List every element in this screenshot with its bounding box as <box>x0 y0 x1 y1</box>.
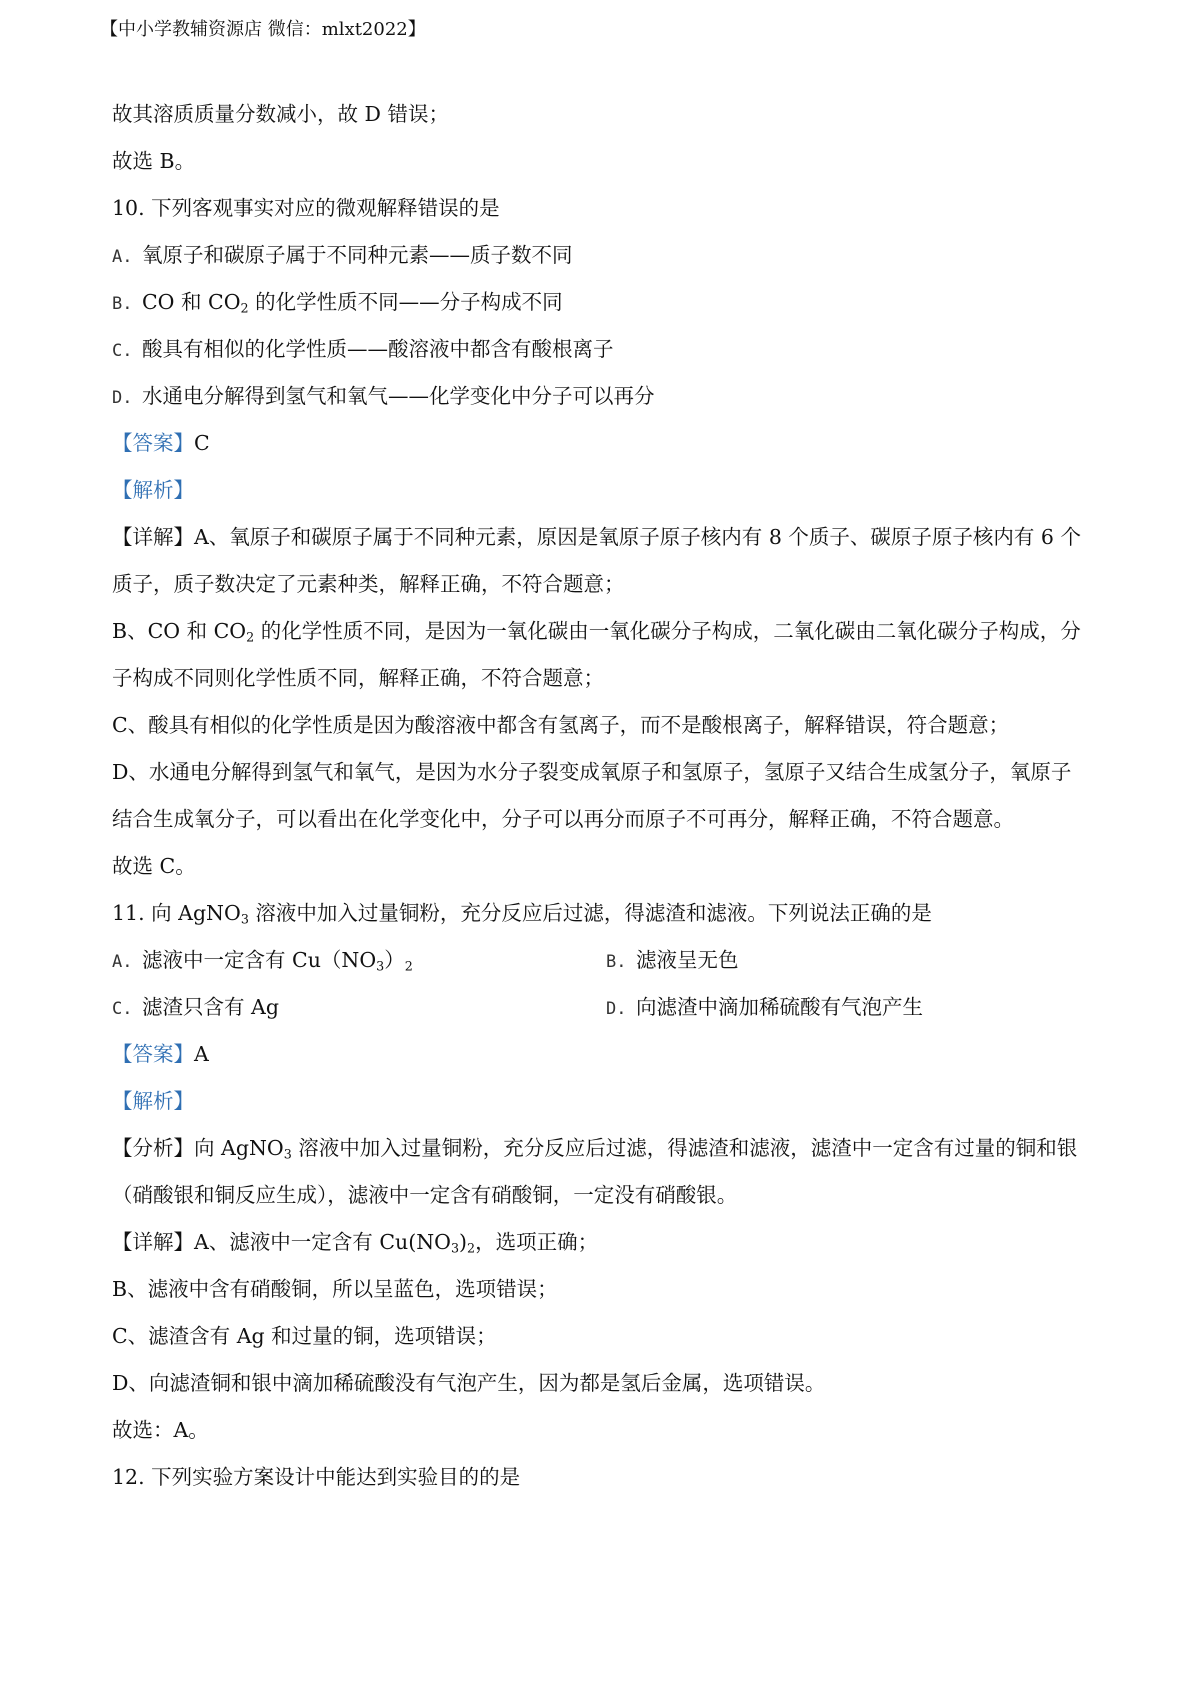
q10-option-d <box>112 382 1112 429</box>
q10-conclusion: 故选 C。 <box>112 854 196 878</box>
option-label: A. <box>112 952 133 972</box>
option-text: CO 和 CO <box>142 290 241 314</box>
q11-option-a <box>112 946 606 993</box>
q10-detail-7: 结合生成氧分子，可以看出在化学变化中，分子可以再分而原子不可再分，解释正确，不符合题意。 <box>112 807 1014 831</box>
answer-value: C <box>194 431 210 455</box>
option-label: A. <box>112 247 133 267</box>
option-text: 滤渣只含有 Ag <box>142 995 279 1019</box>
detail-tag: 【详解】 <box>112 1230 194 1254</box>
stem-text: 溶液中加入过量铜粉，充分反应后过滤，得滤渣和滤液。下列说法正确的是 <box>248 901 932 925</box>
option-text: 水通电分解得到氢气和氧气——化学变化中分子可以再分 <box>142 384 655 408</box>
q11-options-row-2 <box>112 993 1112 1040</box>
fenxi-text: 向 AgNO <box>194 1136 284 1160</box>
q11-options-row-1 <box>112 946 1112 993</box>
detail-text: A、氧原子和碳原子属于不同种元素，原因是氧原子原子核内有 8 个质子、碳原子原子核内有 6 个 <box>194 525 1081 549</box>
option-label: D. <box>606 999 627 1019</box>
answer-value: A <box>194 1042 209 1066</box>
option-label: B. <box>606 952 627 972</box>
q11-fenxi-2: （硝酸银和铜反应生成），滤液中一定含有硝酸铜，一定没有硝酸银。 <box>112 1183 738 1207</box>
q11-detail-2: B、滤液中含有硝酸铜，所以呈蓝色，选项错误； <box>112 1277 558 1301</box>
analysis-tag: 【解析】 <box>112 478 194 502</box>
q11-option-b <box>606 946 1100 993</box>
detail-text: A、滤液中一定含有 Cu(NO <box>194 1230 451 1254</box>
subscript: 2 <box>240 300 249 316</box>
option-text: 的化学性质不同——分子构成不同 <box>248 290 563 314</box>
q11-answer <box>112 1040 1112 1087</box>
q10-detail-3 <box>112 617 1112 664</box>
prev-line-1: 故其溶质质量分数减小，故 D 错误； <box>112 102 449 126</box>
detail-text: 的化学性质不同，是因为一氧化碳由一氧化碳分子构成，二氧化碳由二氧化碳分子构成，分 <box>254 619 1081 643</box>
q10-detail-5: C、酸具有相似的化学性质是因为酸溶液中都含有氢离子，而不是酸根离子，解释错误，符合题意； <box>112 713 1010 737</box>
option-text: 向滤渣中滴加稀硫酸有气泡产生 <box>636 995 923 1019</box>
fenxi-text: 溶液中加入过量铜粉，充分反应后过滤，得滤渣和滤液，滤渣中一定含有过量的铜和银 <box>291 1136 1078 1160</box>
answer-tag: 【答案】 <box>112 1042 194 1066</box>
option-label: D. <box>112 388 133 408</box>
subscript: 2 <box>467 1240 476 1256</box>
q10-answer <box>112 429 1112 476</box>
q10-detail-1 <box>112 523 1112 570</box>
q10-option-a <box>112 241 1112 288</box>
page-content <box>112 100 1112 1510</box>
option-text: ） <box>384 948 405 972</box>
q11-detail-1 <box>112 1228 1112 1275</box>
q10-detail-4: 子构成不同则化学性质不同，解释正确，不符合题意； <box>112 666 604 690</box>
fenxi-tag: 【分析】 <box>112 1136 194 1160</box>
subscript: 3 <box>283 1146 292 1162</box>
option-label: B. <box>112 294 133 314</box>
detail-text: ) <box>459 1230 468 1254</box>
option-label: C. <box>112 999 133 1019</box>
subscript: 2 <box>404 958 413 974</box>
q11-option-c <box>112 993 606 1040</box>
q11-stem <box>112 899 1112 946</box>
option-text: 滤液呈无色 <box>636 948 739 972</box>
answer-tag: 【答案】 <box>112 431 194 455</box>
stem-text: 11. 向 AgNO <box>112 901 241 925</box>
detail-text: ，选项正确； <box>475 1230 599 1254</box>
option-text: 氧原子和碳原子属于不同种元素——质子数不同 <box>142 243 573 267</box>
watermark: 【中小学教辅资源店 微信：mlxt2022】 <box>100 19 426 40</box>
q11-analysis-heading <box>112 1087 1112 1134</box>
subscript: 3 <box>240 911 249 927</box>
q10-detail-2: 质子，质子数决定了元素种类，解释正确，不符合题意； <box>112 572 625 596</box>
option-text: 酸具有相似的化学性质——酸溶液中都含有酸根离子 <box>142 337 614 361</box>
q10-option-c <box>112 335 1112 382</box>
option-text: 滤液中一定含有 Cu（NO <box>142 948 377 972</box>
option-label: C. <box>112 341 133 361</box>
q10-option-b <box>112 288 1112 335</box>
q10-detail-6: D、水通电分解得到氢气和氧气，是因为水分子裂变成氧原子和氢原子，氢原子又结合生成氢分子，氧原子 <box>112 760 1072 784</box>
subscript: 3 <box>450 1240 460 1256</box>
q11-detail-4: D、向滤渣铜和银中滴加稀硫酸没有气泡产生，因为都是氢后金属，选项错误。 <box>112 1371 826 1395</box>
analysis-tag: 【解析】 <box>112 1089 194 1113</box>
q10-analysis-heading <box>112 476 1112 523</box>
prev-conclusion: 故选 B。 <box>112 149 196 173</box>
subscript: 3 <box>376 958 385 974</box>
q11-conclusion: 故选：A。 <box>112 1418 209 1442</box>
q11-fenxi-1 <box>112 1134 1112 1181</box>
detail-text: B、CO 和 CO <box>112 619 247 643</box>
subscript: 2 <box>246 629 255 645</box>
q10-stem: 10. 下列客观事实对应的微观解释错误的是 <box>112 196 500 220</box>
q12-stem: 12. 下列实验方案设计中能达到实验目的的是 <box>112 1465 521 1489</box>
q11-detail-3: C、滤渣含有 Ag 和过量的铜，选项错误； <box>112 1324 497 1348</box>
detail-tag: 【详解】 <box>112 525 194 549</box>
q11-option-d <box>606 993 1100 1040</box>
